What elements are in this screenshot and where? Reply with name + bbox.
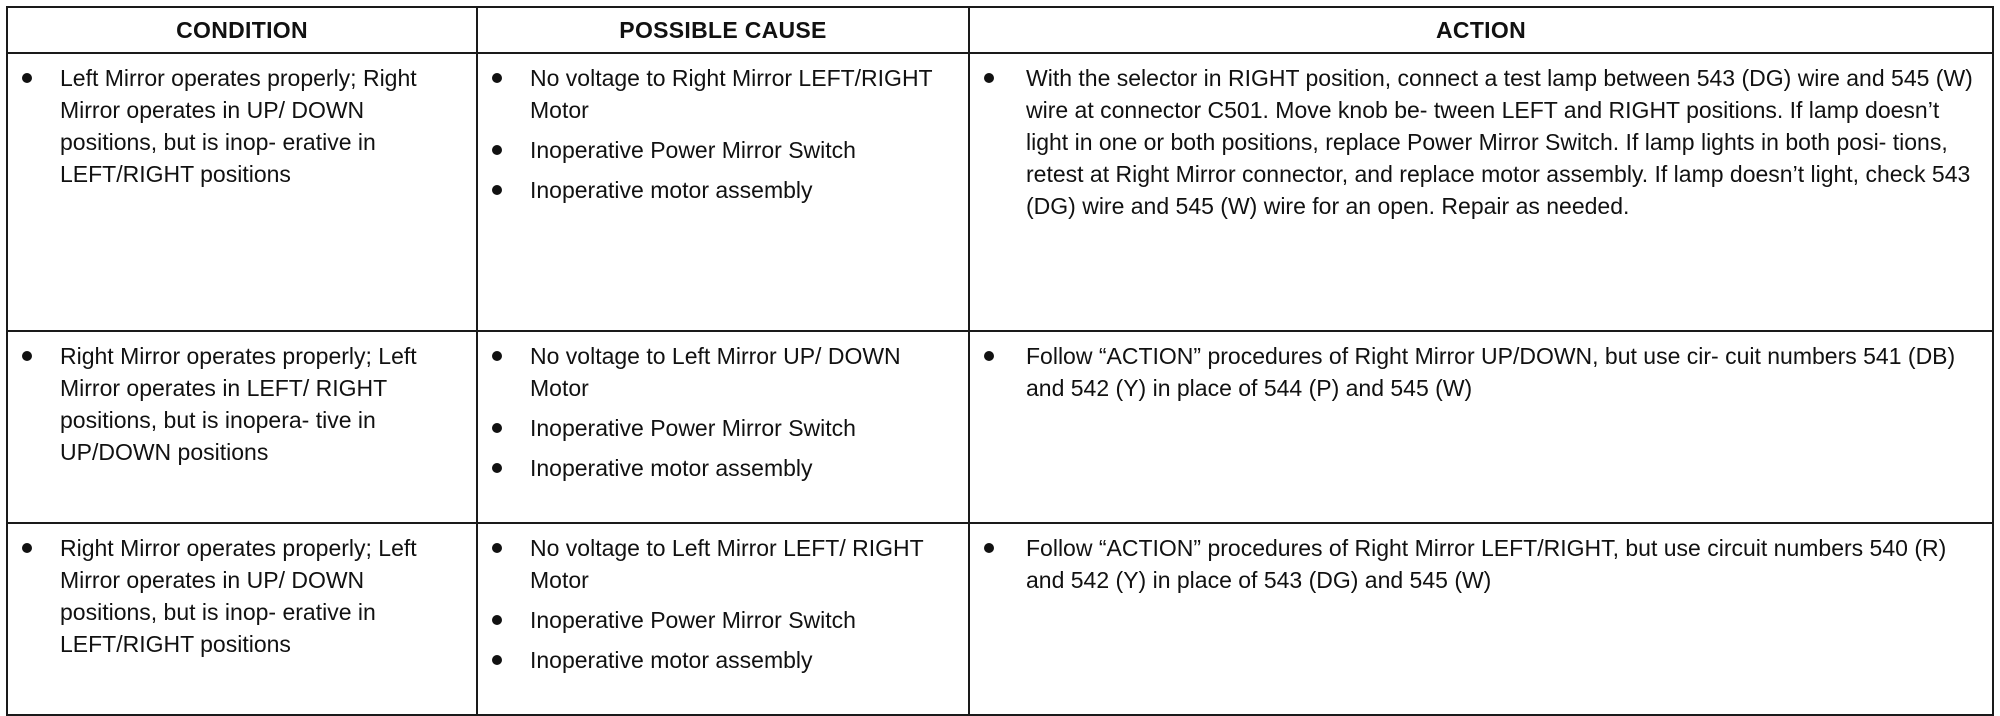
list-item <box>980 62 1982 222</box>
cause-cell <box>477 523 969 715</box>
header-possible-cause: POSSIBLE CAUSE <box>477 7 969 53</box>
condition-list <box>18 62 466 190</box>
condition-list <box>18 340 466 468</box>
header-action: ACTION <box>969 7 1993 53</box>
list-item <box>488 604 958 636</box>
list-item <box>980 532 1982 596</box>
action-cell <box>969 523 1993 715</box>
condition-text: Right Mirror operates properly; Left Mirror operates in UP/ DOWN positions, but is inop- erative in LEFT/RIGHT positions <box>60 535 417 657</box>
cause-text: No voltage to Right Mirror LEFT/RIGHT Motor <box>530 65 933 123</box>
condition-text: Left Mirror operates properly; Right Mirror operates in UP/ DOWN positions, but is inop- erative in LEFT/RIGHT positions <box>60 65 417 187</box>
list-item <box>18 532 466 660</box>
list-item <box>18 62 466 190</box>
list-item <box>488 644 958 676</box>
list-item <box>488 62 958 126</box>
list-item <box>488 452 958 484</box>
cause-text: Inoperative Power Mirror Switch <box>530 415 856 441</box>
action-text: Follow “ACTION” procedures of Right Mirror UP/DOWN, but use cir- cuit numbers 541 (DB) and 542 (Y) in place of 544 (P) and 545 (W) <box>1026 343 1956 401</box>
action-list <box>980 62 1982 222</box>
bullet-icon <box>22 73 32 83</box>
action-list <box>980 340 1982 404</box>
cause-list <box>488 62 958 206</box>
cause-text: Inoperative motor assembly <box>530 455 813 481</box>
list-item <box>980 340 1982 404</box>
action-text: With the selector in RIGHT position, connect a test lamp between 543 (DG) wire and 545 (W) wire at connector C501. Move knob be- tween LEFT and RIGHT positions. If lamp doesn’t light in one or both positions, replace Power Mirror Switch. If lamp lights in both posi- tions, retest at Right Mirror connector, and replace motor assembly. If lamp doesn’t light, check 543 (DG) wire and 545 (W) wire for an open. Repair as needed. <box>1026 65 1973 219</box>
diagnosis-table <box>6 6 1994 716</box>
table-row <box>7 523 1993 715</box>
cause-text: Inoperative Power Mirror Switch <box>530 607 856 633</box>
condition-cell <box>7 523 477 715</box>
list-item <box>488 134 958 166</box>
list-item <box>488 340 958 404</box>
cause-text: Inoperative Power Mirror Switch <box>530 137 856 163</box>
list-item <box>488 412 958 444</box>
header-row <box>7 7 1993 53</box>
condition-cell <box>7 331 477 523</box>
cause-cell <box>477 53 969 331</box>
action-text: Follow “ACTION” procedures of Right Mirror LEFT/RIGHT, but use circuit numbers 540 (R) and 542 (Y) in place of 543 (DG) and 545 (W) <box>1026 535 1947 593</box>
action-cell <box>969 53 1993 331</box>
bullet-icon <box>492 145 502 155</box>
action-list <box>980 532 1982 596</box>
condition-cell <box>7 53 477 331</box>
list-item <box>18 340 466 468</box>
bullet-icon <box>492 543 502 553</box>
cause-text: No voltage to Left Mirror UP/ DOWN Motor <box>530 343 901 401</box>
bullet-icon <box>492 615 502 625</box>
bullet-icon <box>492 185 502 195</box>
bullet-icon <box>984 73 994 83</box>
action-cell <box>969 331 1993 523</box>
cause-cell <box>477 331 969 523</box>
bullet-icon <box>492 423 502 433</box>
bullet-icon <box>492 73 502 83</box>
cause-list <box>488 340 958 484</box>
header-condition: CONDITION <box>7 7 477 53</box>
bullet-icon <box>492 351 502 361</box>
bullet-icon <box>22 351 32 361</box>
table-row <box>7 53 1993 331</box>
cause-text: Inoperative motor assembly <box>530 647 813 673</box>
condition-list <box>18 532 466 660</box>
list-item <box>488 532 958 596</box>
bullet-icon <box>492 463 502 473</box>
list-item <box>488 174 958 206</box>
bullet-icon <box>984 543 994 553</box>
bullet-icon <box>492 655 502 665</box>
cause-list <box>488 532 958 676</box>
cause-text: No voltage to Left Mirror LEFT/ RIGHT Motor <box>530 535 924 593</box>
cause-text: Inoperative motor assembly <box>530 177 813 203</box>
bullet-icon <box>984 351 994 361</box>
table-row <box>7 331 1993 523</box>
condition-text: Right Mirror operates properly; Left Mirror operates in LEFT/ RIGHT positions, but is inopera- tive in UP/DOWN positions <box>60 343 417 465</box>
bullet-icon <box>22 543 32 553</box>
